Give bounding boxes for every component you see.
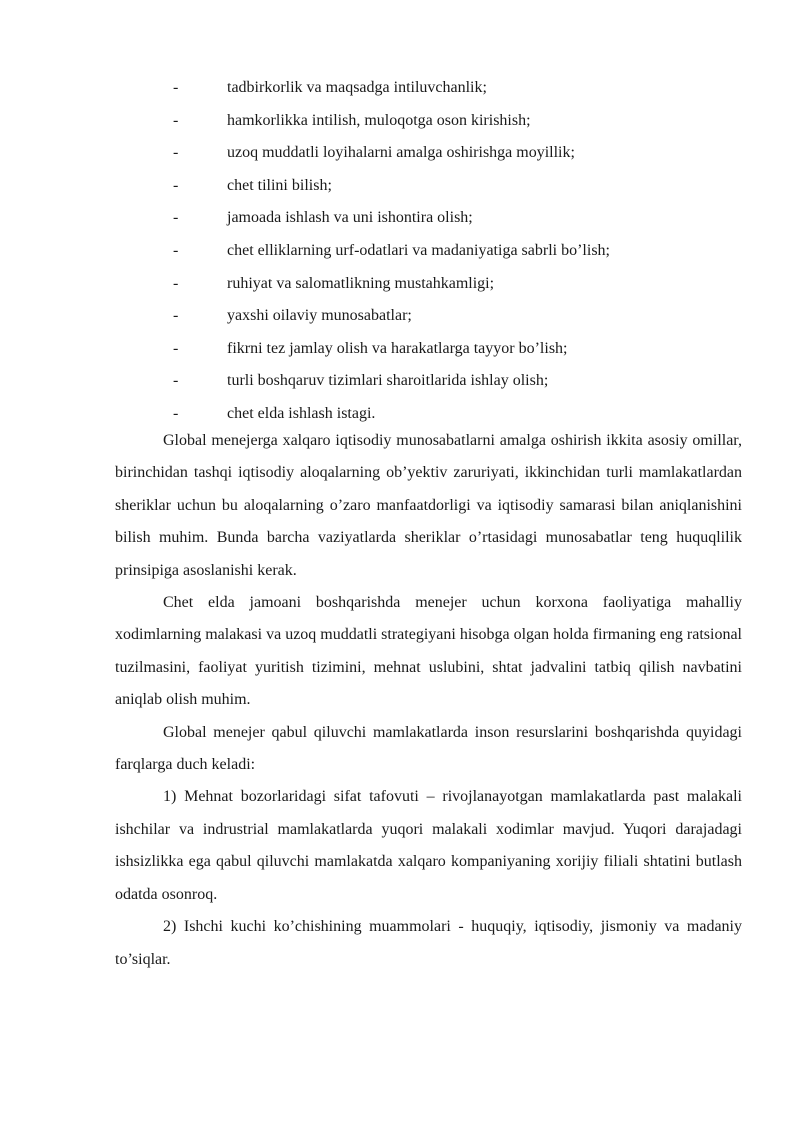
list-item-text: jamoada ishlash va uni ishontira olish;: [227, 209, 473, 227]
paragraph-global-manager: Global menejerga xalqaro iqtisodiy munosabatlarni amalga oshirish ikkita asosiy omillar, birinchidan tashqi iqtisodiy aloqalarning ob’yektiv zaruriyati, ikkinchidan turli mamlakatlardan sheriklar uchun bu aloqalarning o’zaro manfaatdorligi va iqtisodiy samarasi bilan aniqlanishini bilish muhim. Bunda barcha vaziyatlarda sheriklar o’rtasidagi munosabatlar teng huquqlilik prinsipiga asoslanishi kerak.: [115, 432, 742, 579]
list-dash: -: [173, 241, 179, 259]
list-dash: -: [173, 209, 179, 227]
list-item: [0, 333, 800, 366]
list-item: [0, 105, 800, 138]
list-item-text: turli boshqaruv tizimlari sharoitlarida ishlay olish;: [227, 372, 549, 390]
list-item-text: chet elda ishlash istagi.: [227, 404, 376, 422]
body-text: [115, 425, 742, 976]
list-item: [0, 268, 800, 301]
list-item: [0, 300, 800, 333]
paragraph-team-management: Chet elda jamoani boshqarishda menejer uchun korxona faoliyatiga mahalliy xodimlarning malakasi va uzoq muddatli strategiyani hisobga olgan holda firmaning eng ratsional tuzilmasini, faoliyat yuritish tizimini, mehnat uslubini, shtat jadvalini tatbiq qilish navbatini aniqlab olish muhim.: [115, 594, 742, 709]
list-item-text: chet elliklarning urf-odatlari va madaniyatiga sabrli bo’lish;: [227, 241, 610, 259]
paragraph-labor-migration: 2) Ishchi kuchi ko’chishining muammolari - huquqiy, iqtisodiy, jismoniy va madaniy to’siqlar.: [115, 918, 742, 968]
list-item-text: fikrni tez jamlay olish va harakatlarga tayyor bo’lish;: [227, 339, 568, 357]
list-item-text: ruhiyat va salomatlikning mustahkamligi;: [227, 274, 495, 292]
list-item-text: uzoq muddatli loyihalarni amalga oshirishga moyillik;: [227, 144, 575, 162]
list-dash: -: [173, 307, 179, 325]
requirements-list: [0, 72, 800, 431]
list-dash: -: [173, 274, 179, 292]
list-item: [0, 235, 800, 268]
list-dash: -: [173, 404, 179, 422]
list-item: [0, 170, 800, 203]
paragraph-labor-market: 1) Mehnat bozorlaridagi sifat tafovuti – rivojlanayotgan mamlakatlarda past malakali ishchilar va indrustrial mamlakatlarda yuqori malakali xodimlar mavjud. Yuqori darajadagi ishsizlikka ega qabul qiluvchi mamlakatda xalqaro kompaniyaning xorijiy filiali shtatini butlash odatda osonroq.: [115, 788, 742, 903]
list-item: [0, 72, 800, 105]
list-item: [0, 137, 800, 170]
list-dash: -: [173, 144, 179, 162]
list-dash: -: [173, 111, 179, 129]
list-item: [0, 202, 800, 235]
list-dash: -: [173, 339, 179, 357]
list-dash: -: [173, 372, 179, 390]
list-item-text: chet tilini bilish;: [227, 176, 332, 194]
list-dash: -: [173, 79, 179, 96]
list-item-text: hamkorlikka intilish, muloqotga oson kirishish;: [227, 111, 531, 129]
list-item: [0, 365, 800, 398]
list-item-text: yaxshi oilaviy munosabatlar;: [227, 307, 412, 325]
list-dash: -: [173, 176, 179, 194]
paragraph-differences-intro: Global menejer qabul qiluvchi mamlakatlarda inson resurslarini boshqarishda quyidagi farqlarga duch keladi:: [115, 723, 742, 774]
list-item-text: tadbirkorlik va maqsadga intiluvchanlik;: [227, 79, 487, 96]
